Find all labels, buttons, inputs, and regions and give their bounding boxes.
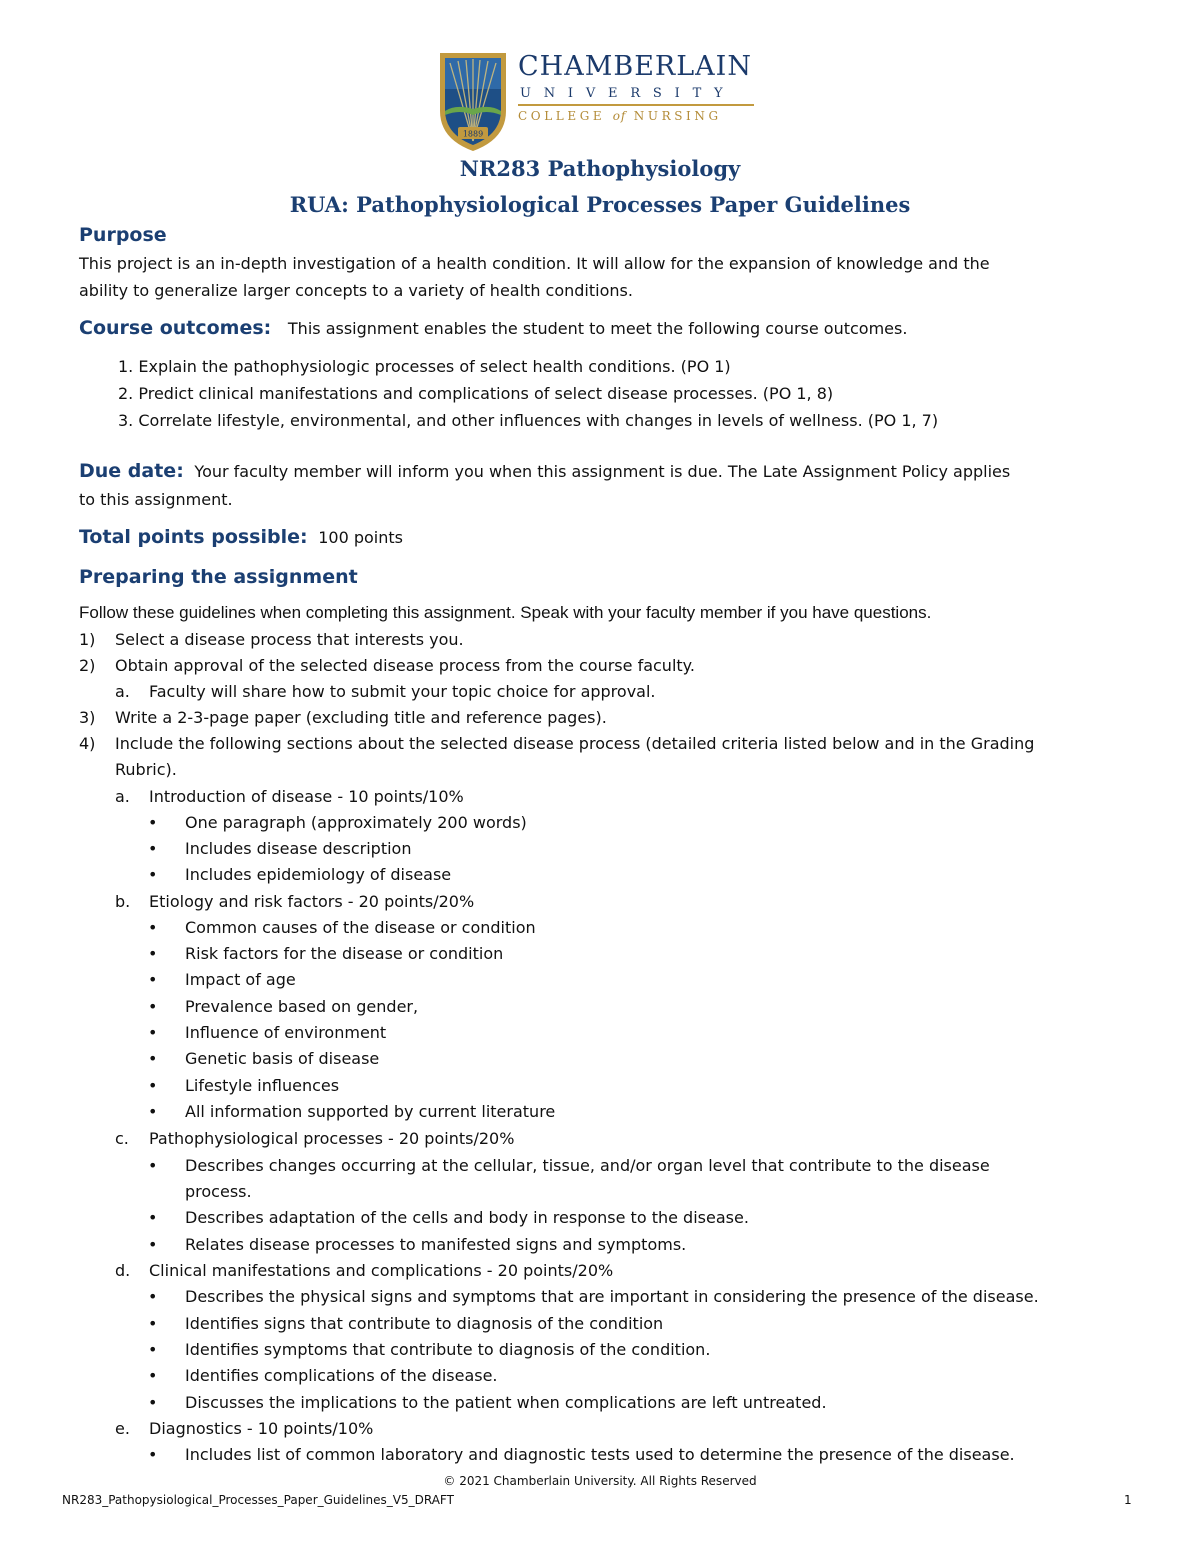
- section-title: Etiology and risk factors - 20 points/20%: [149, 892, 475, 911]
- bullet-icon: •: [148, 1445, 158, 1464]
- step-4: [79, 734, 1034, 753]
- outcome-number: 2.: [118, 384, 134, 403]
- purpose-line-2: ability to generalize larger concepts to a variety of health conditions.: [79, 281, 633, 300]
- bullet-icon: •: [148, 1393, 158, 1412]
- section-e: [115, 1419, 373, 1438]
- bullet-text-cont: process.: [185, 1182, 252, 1201]
- bullet-item: [148, 970, 296, 989]
- bullet-icon: •: [148, 1366, 158, 1385]
- logo-name: CHAMBERLAIN: [518, 51, 752, 82]
- logo-year: 1889: [462, 129, 484, 139]
- bullet-item: [148, 865, 451, 884]
- bullet-item: [148, 944, 503, 963]
- step-2: [79, 656, 695, 675]
- bullet-icon: •: [148, 970, 158, 989]
- bullet-icon: •: [148, 1156, 158, 1175]
- points-row: [79, 526, 403, 548]
- section-b: [115, 892, 474, 911]
- bullet-item: [148, 1445, 1015, 1464]
- bullet-item: [148, 1102, 555, 1121]
- bullet-icon: •: [148, 997, 158, 1016]
- bullet-icon: •: [148, 918, 158, 937]
- outcomes-intro: This assignment enables the student to meet the following course outcomes.: [287, 319, 908, 338]
- bullet-text: Describes the physical signs and symptoms that are important in considering the presence of the disease.: [185, 1287, 1039, 1306]
- preparing-intro: Follow these guidelines when completing this assignment. Speak with your faculty member if you have questions.: [79, 603, 932, 622]
- step-text: Obtain approval of the selected disease process from the course faculty.: [115, 656, 695, 675]
- section-letter: a.: [115, 787, 130, 806]
- page-number: 1: [1124, 1493, 1132, 1507]
- bullet-item: [148, 839, 411, 858]
- bullet-text: All information supported by current literature: [185, 1102, 556, 1121]
- step-text: Select a disease process that interests you.: [115, 630, 464, 649]
- bullet-icon: •: [148, 1102, 158, 1121]
- preparing-heading: Preparing the assignment: [79, 566, 358, 588]
- bullet-item: [148, 997, 418, 1016]
- outcome-item: [118, 384, 833, 403]
- bullet-text: One paragraph (approximately 200 words): [185, 813, 527, 832]
- logo-of: of: [612, 109, 627, 123]
- section-title: Introduction of disease - 10 points/10%: [149, 787, 464, 806]
- step-number: 2): [79, 656, 96, 675]
- bullet-item: [148, 1235, 686, 1254]
- bullet-item: [148, 1076, 339, 1095]
- bullet-text: Describes adaptation of the cells and body in response to the disease.: [185, 1208, 749, 1227]
- section-a: [115, 787, 464, 806]
- bullet-text: Includes disease description: [185, 839, 412, 858]
- step-4-cont: Rubric).: [115, 760, 177, 779]
- section-title: Pathophysiological processes - 20 points/20%: [149, 1129, 515, 1148]
- bullet-item: [148, 918, 536, 937]
- bullet-item: [148, 1314, 663, 1333]
- step-text: Include the following sections about the selected disease process (detailed criteria listed below and in the Grading: [115, 734, 1035, 753]
- bullet-text: Discusses the implications to the patient when complications are left untreated.: [185, 1393, 827, 1412]
- bullet-icon: •: [148, 1235, 158, 1254]
- bullet-icon: •: [148, 1208, 158, 1227]
- bullet-text: Relates disease processes to manifested signs and symptoms.: [185, 1235, 687, 1254]
- bullet-item: [148, 1366, 498, 1385]
- purpose-heading: Purpose: [79, 224, 167, 246]
- bullet-icon: •: [148, 1076, 158, 1095]
- points-heading: Total points possible:: [79, 526, 308, 548]
- step-text: Write a 2-3-page paper (excluding title and reference pages).: [115, 708, 607, 727]
- bullet-text: Prevalence based on gender,: [185, 997, 419, 1016]
- logo-nursing: NURSING: [633, 109, 722, 123]
- section-letter: c.: [115, 1129, 129, 1148]
- logo-college-line: [518, 109, 722, 123]
- outcomes-heading-row: [79, 317, 907, 339]
- logo-divider: [518, 104, 754, 106]
- step-3: [79, 708, 607, 727]
- outcome-text: Correlate lifestyle, environmental, and other influences with changes in levels of wellness. (PO 1, 7): [138, 411, 939, 430]
- bullet-text: Common causes of the disease or condition: [185, 918, 536, 937]
- bullet-item: [148, 813, 527, 832]
- sub-letter: a.: [115, 682, 130, 701]
- bullet-text: Risk factors for the disease or condition: [185, 944, 504, 963]
- purpose-line-1: This project is an in-depth investigation of a health condition. It will allow for the expansion of knowledge and the: [79, 254, 990, 273]
- bullet-item: [148, 1156, 990, 1175]
- step-number: 4): [79, 734, 96, 753]
- bullet-icon: •: [148, 1340, 158, 1359]
- bullet-icon: •: [148, 813, 158, 832]
- section-letter: b.: [115, 892, 131, 911]
- bullet-text: Identifies symptoms that contribute to diagnosis of the condition.: [185, 1340, 711, 1359]
- assignment-title: RUA: Pathophysiological Processes Paper Guidelines: [289, 192, 911, 217]
- step-1: [79, 630, 464, 649]
- bullet-item: [148, 1287, 1039, 1306]
- bullet-text: Identifies signs that contribute to diagnosis of the condition: [185, 1314, 664, 1333]
- outcome-number: 1.: [118, 357, 134, 376]
- bullet-item: [148, 1023, 386, 1042]
- bullet-text: Describes changes occurring at the cellular, tissue, and/or organ level that contribute to the disease: [185, 1156, 990, 1175]
- bullet-text: Influence of environment: [185, 1023, 387, 1042]
- section-letter: d.: [115, 1261, 131, 1280]
- bullet-icon: •: [148, 1314, 158, 1333]
- logo-university: UNIVERSITY: [520, 86, 736, 101]
- due-text-cont: to this assignment.: [79, 490, 233, 509]
- bullet-text: Lifestyle influences: [185, 1076, 340, 1095]
- outcome-text: Explain the pathophysiologic processes of select health conditions. (PO 1): [138, 357, 731, 376]
- section-title: Diagnostics - 10 points/10%: [149, 1419, 374, 1438]
- outcome-text: Predict clinical manifestations and complications of select disease processes. (PO 1, 8): [138, 384, 834, 403]
- outcome-number: 3.: [118, 411, 134, 430]
- footer-copyright: © 2021 Chamberlain University. All Rights Reserved: [443, 1474, 757, 1488]
- course-title: NR283 Pathophysiology: [459, 156, 741, 181]
- bullet-icon: •: [148, 1049, 158, 1068]
- bullet-item: [148, 1208, 749, 1227]
- bullet-text: Includes epidemiology of disease: [185, 865, 452, 884]
- university-logo: [436, 49, 766, 155]
- bullet-text: Genetic basis of disease: [185, 1049, 380, 1068]
- bullet-icon: •: [148, 944, 158, 963]
- bullet-item: [148, 1340, 710, 1359]
- shield-crest-icon: [436, 49, 510, 153]
- bullet-icon: •: [148, 865, 158, 884]
- step-number: 3): [79, 708, 96, 727]
- logo-college: COLLEGE: [518, 109, 606, 123]
- bullet-item: [148, 1393, 827, 1412]
- bullet-text: Impact of age: [185, 970, 296, 989]
- due-text: Your faculty member will inform you when this assignment is due. The Late Assignment Policy applies: [194, 462, 1011, 481]
- due-heading: Due date:: [79, 460, 184, 482]
- bullet-icon: •: [148, 839, 158, 858]
- points-value: 100 points: [318, 528, 403, 547]
- bullet-text: Includes list of common laboratory and diagnostic tests used to determine the presence of the disease.: [185, 1445, 1015, 1464]
- outcome-item: [118, 411, 938, 430]
- section-title: Clinical manifestations and complications - 20 points/20%: [149, 1261, 614, 1280]
- bullet-text: Identifies complications of the disease.: [185, 1366, 498, 1385]
- outcomes-heading: Course outcomes:: [79, 317, 272, 339]
- step-number: 1): [79, 630, 96, 649]
- sub-text: Faculty will share how to submit your topic choice for approval.: [149, 682, 656, 701]
- section-d: [115, 1261, 613, 1280]
- outcome-item: [118, 357, 731, 376]
- bullet-icon: •: [148, 1023, 158, 1042]
- section-letter: e.: [115, 1419, 130, 1438]
- footer-filename: NR283_Pathopysiological_Processes_Paper_Guidelines_V5_DRAFT: [62, 1493, 454, 1507]
- due-row: [79, 460, 1010, 482]
- step-2-sub: [115, 682, 656, 701]
- bullet-icon: •: [148, 1287, 158, 1306]
- section-c: [115, 1129, 514, 1148]
- bullet-item: [148, 1049, 379, 1068]
